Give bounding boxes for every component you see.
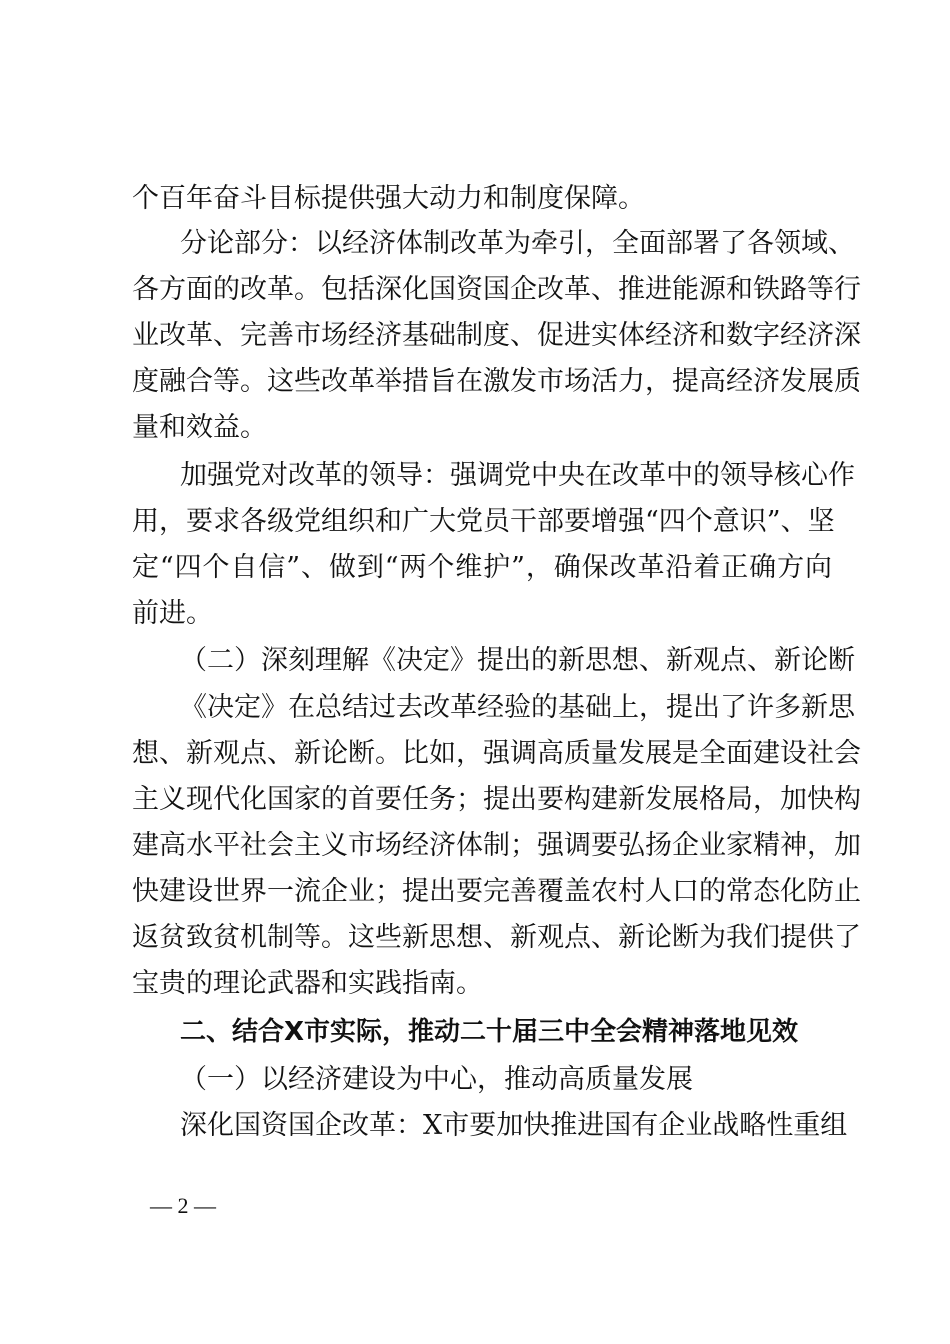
paragraph-line: 返贫致贫机制等。这些新思想、新观点、新论断为我们提供了: [132, 922, 861, 953]
paragraph-line: 个百年奋斗目标提供强大动力和制度保障。: [132, 183, 645, 214]
paragraph-line: 加强党对改革的领导：强调党中央在改革中的领导核心作: [180, 460, 855, 491]
paragraph-line: 定“四个自信”、做到“两个维护”，确保改革沿着正确方向: [132, 552, 832, 583]
paragraph-line: 宝贵的理论武器和实践指南。: [132, 968, 483, 999]
paragraph-line: 业改革、完善市场经济基础制度、促进实体经济和数字经济深: [132, 320, 861, 351]
section-heading: 二、结合X市实际，推动二十届三中全会精神落地见效: [180, 1017, 799, 1047]
paragraph-line: 各方面的改革。包括深化国资国企改革、推进能源和铁路等行: [132, 274, 861, 305]
page-number: — 2 —: [150, 1193, 216, 1218]
paragraph-line: 快建设世界一流企业；提出要完善覆盖农村人口的常态化防止: [132, 876, 861, 907]
paragraph-line: 量和效益。: [132, 412, 267, 443]
paragraph-line: 《决定》在总结过去改革经验的基础上，提出了许多新思: [180, 692, 855, 723]
paragraph-line: 度融合等。这些改革举措旨在激发市场活力，提高经济发展质: [132, 366, 861, 397]
section-subheading: （一）以经济建设为中心，推动高质量发展: [180, 1064, 693, 1095]
paragraph-line: 建高水平社会主义市场经济体制；强调要弘扬企业家精神，加: [132, 830, 861, 861]
paragraph-line: 分论部分：以经济体制改革为牵引，全面部署了各领域、: [180, 228, 855, 259]
paragraph-line: 前进。: [132, 598, 213, 629]
paragraph-line: 深化国资国企改革：X市要加快推进国有企业战略性重组: [180, 1110, 848, 1141]
section-subheading: （二）深刻理解《决定》提出的新思想、新观点、新论断: [180, 645, 855, 676]
paragraph-line: 用，要求各级党组织和广大党员干部要增强“四个意识”、坚: [132, 506, 835, 537]
paragraph-line: 主义现代化国家的首要任务；提出要构建新发展格局，加快构: [132, 784, 861, 815]
paragraph-line: 想、新观点、新论断。比如，强调高质量发展是全面建设社会: [132, 738, 861, 769]
